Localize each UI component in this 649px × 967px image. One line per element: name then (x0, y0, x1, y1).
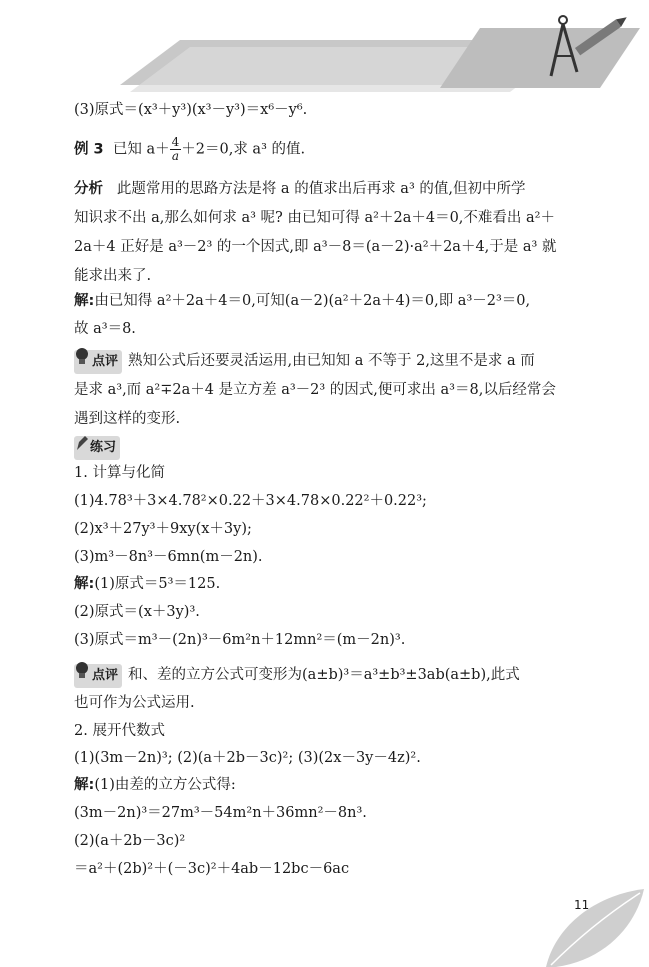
text-span: (1)由差的立方公式得: (94, 777, 236, 793)
text-line: 遇到这样的变形. (74, 411, 181, 427)
exercise-header (74, 436, 120, 460)
text-line: 能求出来了. (74, 268, 152, 284)
comment-label: 点评 (92, 354, 119, 369)
solution-label: 解: (74, 293, 95, 309)
example-label: 例 3 (74, 141, 104, 158)
text-line: (1)(3m－2n)³; (2)(a＋2b－3c)²; (3)(2x－3y－4z)². (74, 750, 421, 766)
comment-line (74, 664, 520, 688)
text-line: (3)原式＝m³－(2n)³－6m²n＋12mn²＝(m－2n)³. (74, 632, 406, 648)
text-span: 熟知公式后还要灵活运用,由已知知 a 不等于 2,这里不是求 a 而 (128, 353, 535, 369)
analysis-label: 分析 (74, 181, 103, 197)
text-line: (3m－2n)³＝27m³－54m²n＋36mn²－8n³. (74, 805, 367, 821)
exercise-label: 练习 (90, 440, 117, 455)
text-span: 和、差的立方公式可变形为(a±b)³＝a³±b³±3ab(a±b),此式 (128, 667, 520, 683)
text-line: 2a＋4 正好是 a³－2³ 的一个因式,即 a³－8＝(a－2)·a²＋2a＋4,于是 a³ 就 (74, 239, 557, 255)
solution-line (74, 573, 220, 595)
leaf-decoration (536, 885, 646, 967)
comment-label: 点评 (92, 668, 119, 683)
solution-line (74, 290, 530, 312)
text-span: (1)原式＝5³＝125. (94, 576, 221, 592)
text-line: 知识求不出 a,那么如何求 a³ 呢? 由已知可得 a²＋2a＋4＝0,不难看出 a²＋ (74, 210, 555, 226)
text-line: (3)m³－8n³－6mn(m－2n). (74, 549, 263, 565)
text-span: 已知 a＋ (112, 141, 170, 158)
text-line: (1)4.78³＋3×4.78²×0.22＋3×4.78×0.22²＋0.22³; (74, 493, 427, 509)
header-decoration (0, 0, 649, 100)
text-line: 2. 展开代数式 (74, 723, 165, 739)
text-line: (2)(a＋2b－3c)² (74, 833, 186, 849)
text-line: 是求 a³,而 a²∓2a＋4 是立方差 a³－2³ 的因式,便可求出 a³＝8,以后经常会 (74, 382, 556, 398)
fraction-denominator: a (171, 149, 180, 163)
example-line (74, 136, 305, 163)
analysis-line (74, 178, 525, 200)
lightbulb-icon (74, 346, 90, 366)
comment-badge (74, 350, 122, 374)
lightbulb-icon (74, 660, 90, 680)
solution-line (74, 774, 236, 796)
text-span: 此题常用的思路方法是将 a 的值求出后再求 a³ 的值,但初中所学 (116, 181, 526, 197)
text-line: (2)原式＝(x＋3y)³. (74, 604, 200, 620)
text-span: ＋2＝0,求 a³ 的值. (181, 141, 306, 158)
text-line: 故 a³＝8. (74, 321, 136, 337)
fraction-numerator: 4 (171, 135, 180, 149)
text-line: (2)x³＋27y³＋9xy(x＋3y); (74, 521, 252, 537)
fraction (170, 136, 182, 163)
solution-label: 解: (74, 777, 95, 793)
pen-icon (75, 436, 89, 452)
text-line: 也可作为公式运用. (74, 695, 195, 711)
comment-badge (74, 664, 122, 688)
comment-line (74, 350, 535, 374)
solution-label: 解: (74, 576, 95, 592)
exercise-badge (74, 436, 120, 460)
page-number: 11 (574, 898, 590, 912)
text-line: ＝a²＋(2b)²＋(－3c)²＋4ab－12bc－6ac (74, 861, 350, 877)
text-line: (3)原式＝(x³＋y³)(x³－y³)＝x⁶－y⁶. (74, 102, 308, 118)
text-span: 由已知得 a²＋2a＋4＝0,可知(a－2)(a²＋2a＋4)＝0,即 a³－2³＝0, (94, 293, 531, 309)
text-line: 1. 计算与化简 (74, 465, 165, 481)
